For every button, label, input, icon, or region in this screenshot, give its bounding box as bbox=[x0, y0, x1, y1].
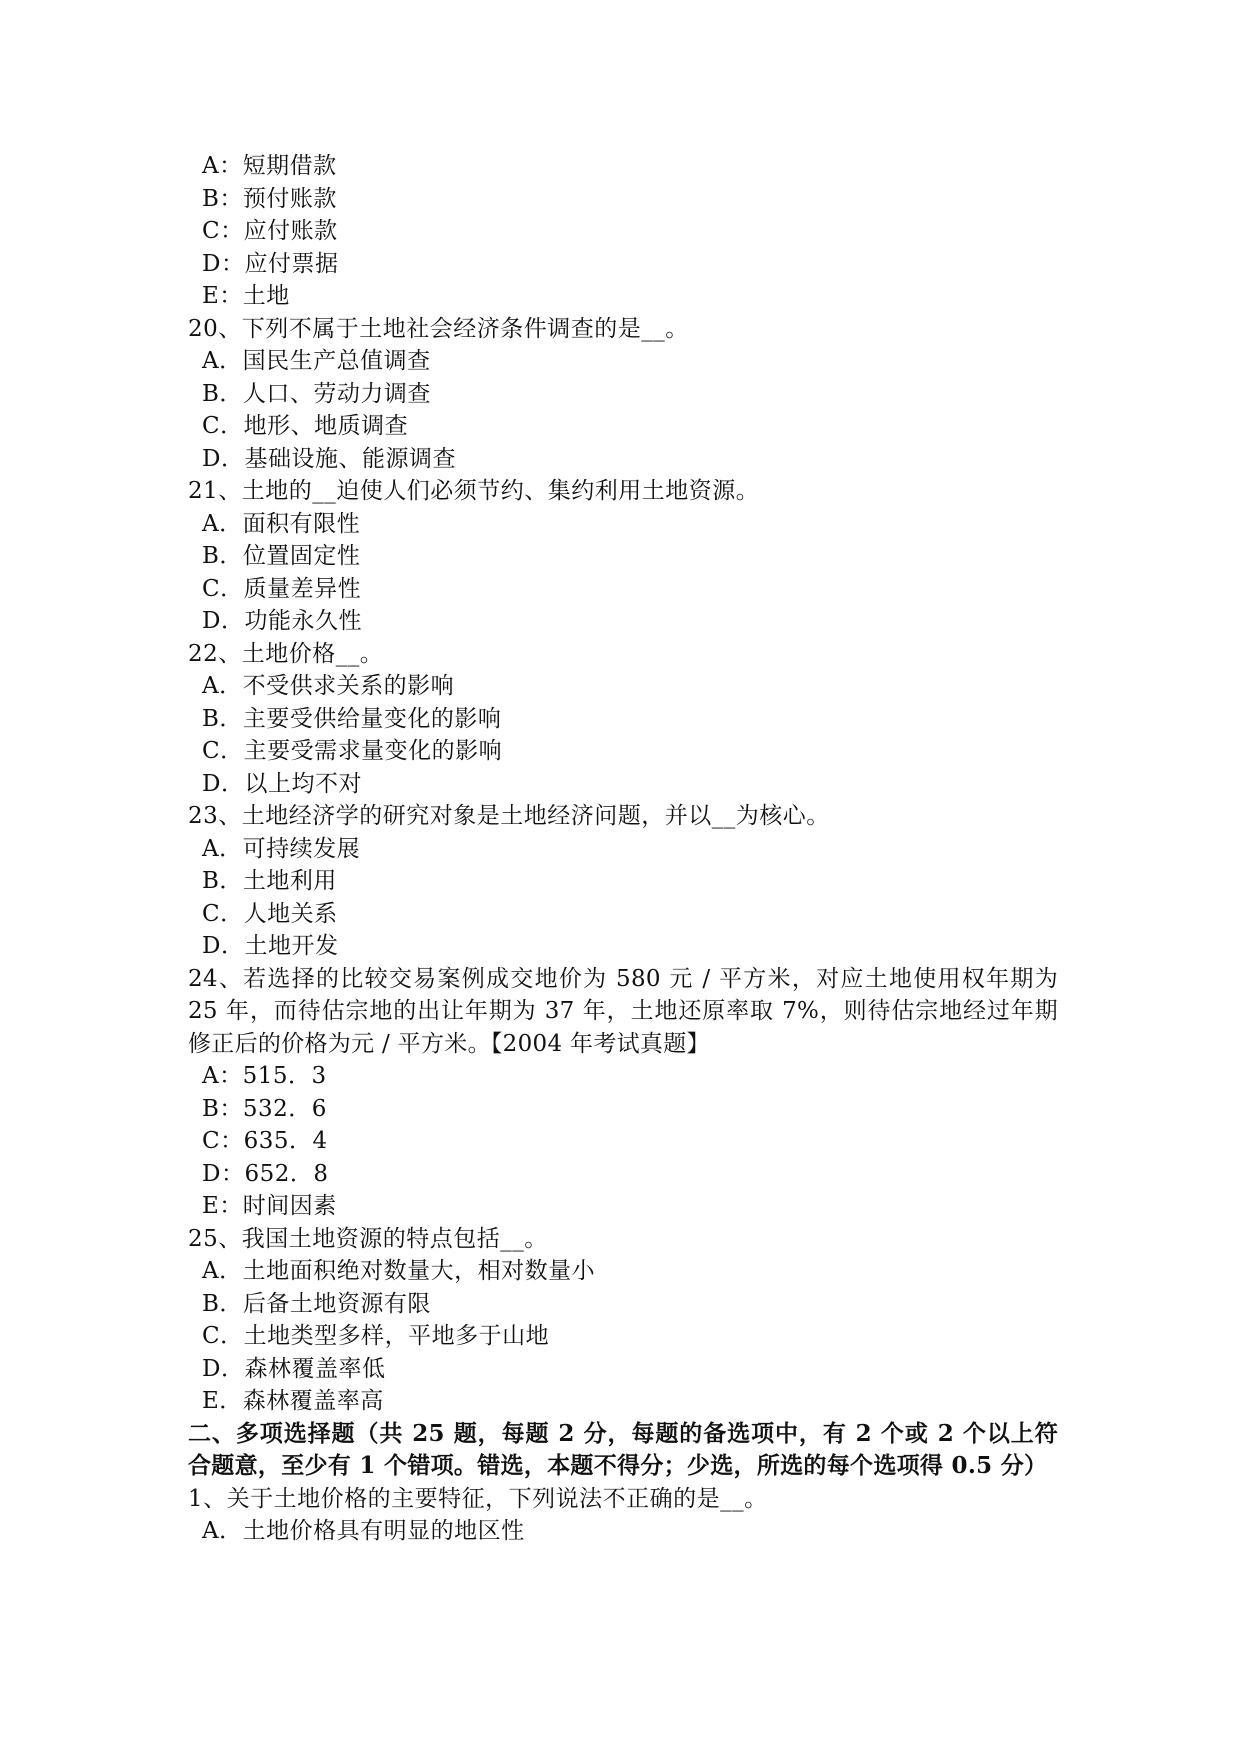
option-q21-a: A．面积有限性 bbox=[202, 510, 361, 537]
question-22-stem: 22、土地价格__。 bbox=[188, 640, 384, 667]
option-q23-a: A．可持续发展 bbox=[202, 835, 361, 862]
section-2-heading: 二、多项选择题（共 25 题，每题 2 分，每题的备选项中，有 2 个或 2 个以上符合题意，至少有 1 个错项。错选，本题不得分；少选，所选的每个选项得 0.5 分） bbox=[188, 1419, 1058, 1479]
option-q21-b: B．位置固定性 bbox=[202, 543, 361, 569]
exam-page bbox=[188, 150, 1058, 1548]
option-q25-a: A．土地面积绝对数量大，相对数量小 bbox=[202, 1258, 596, 1284]
option-q25-b: B．后备土地资源有限 bbox=[202, 1290, 431, 1317]
option-q24-a: A：515．3 bbox=[202, 1063, 327, 1089]
option-q21-d: D．功能永久性 bbox=[202, 608, 362, 634]
question-24-stem: 24、若选择的比较交易案例成交地价为 580 元 / 平方米，对应土地使用权年期为 25 年，而待估宗地的出让年期为 37 年，土地还原率取 7%，则待估宗地经过年期修正后的价格为元 / 平方米。【2004 年考试真题】 bbox=[188, 965, 1058, 1057]
question-21-stem: 21、土地的__迫使人们必须节约、集约利用土地资源。 bbox=[188, 478, 760, 504]
option-s2q1-a: A．土地价格具有明显的地区性 bbox=[202, 1518, 525, 1544]
option-q21-c: C．质量差异性 bbox=[202, 575, 362, 602]
option-q22-c: C．主要受需求量变化的影响 bbox=[202, 738, 503, 764]
option-q19-b: B：预付账款 bbox=[202, 185, 337, 212]
option-q19-d: D：应付票据 bbox=[202, 250, 339, 277]
option-q23-c: C．人地关系 bbox=[202, 900, 338, 927]
option-q20-c: C．地形、地质调查 bbox=[202, 413, 409, 439]
option-q19-c: C：应付账款 bbox=[202, 218, 338, 244]
option-q24-e: E：时间因素 bbox=[202, 1193, 337, 1219]
option-q20-b: B．人口、劳动力调查 bbox=[202, 380, 431, 407]
option-q25-d: D．森林覆盖率低 bbox=[202, 1355, 386, 1382]
option-q20-a: A．国民生产总值调查 bbox=[202, 348, 431, 374]
option-q19-e: E：土地 bbox=[202, 283, 290, 309]
option-q24-b: B：532．6 bbox=[202, 1095, 327, 1122]
option-q25-c: C．土地类型多样，平地多于山地 bbox=[202, 1323, 550, 1349]
option-q23-b: B．土地利用 bbox=[202, 868, 337, 894]
question-25-stem: 25、我国土地资源的特点包括__。 bbox=[188, 1225, 548, 1252]
option-q23-d: D．土地开发 bbox=[202, 933, 339, 959]
option-q22-b: B．主要受供给量变化的影响 bbox=[202, 705, 502, 732]
question-20-stem: 20、下列不属于土地社会经济条件调查的是__。 bbox=[188, 315, 689, 342]
option-q22-d: D．以上均不对 bbox=[202, 770, 362, 797]
option-q25-e: E．森林覆盖率高 bbox=[202, 1388, 384, 1414]
section-2-question-1-stem: 1、关于土地价格的主要特征，下列说法不正确的是__。 bbox=[188, 1485, 768, 1512]
question-23-stem: 23、土地经济学的研究对象是土地经济问题，并以__为核心。 bbox=[188, 803, 830, 829]
option-q22-a: A．不受供求关系的影响 bbox=[202, 673, 455, 699]
option-q19-a: A：短期借款 bbox=[202, 153, 337, 179]
option-q20-d: D．基础设施、能源调查 bbox=[202, 445, 456, 472]
option-q24-c: C：635．4 bbox=[202, 1128, 328, 1154]
option-q24-d: D：652．8 bbox=[202, 1160, 329, 1187]
